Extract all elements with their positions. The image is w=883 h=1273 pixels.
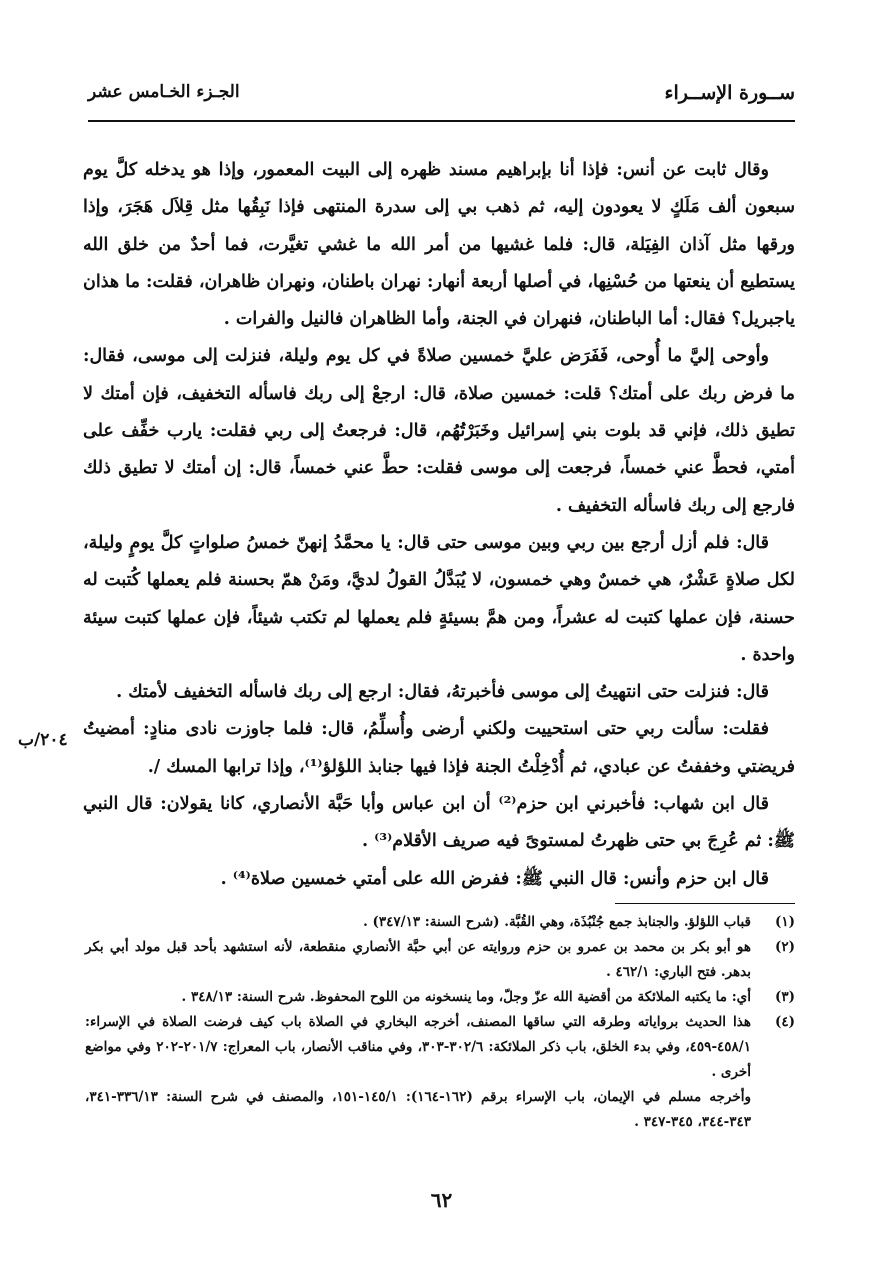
footnote-number	[751, 1085, 795, 1135]
page-header	[88, 70, 795, 120]
header-rule	[88, 120, 795, 122]
footnote-number: (٣)	[774, 989, 795, 1005]
footnote-4-continued	[85, 1085, 795, 1135]
footnote-text: هذا الحديث برواياته وطرقه التي ساقها المصنف، أخرجه البخاري في الصلاة باب كيف فرضت الصلاة في الإسراء: ٤٥٨/١-٤٥٩، وفي بدء الخلق، باب ذكر الملائكة: ٣٠٢/٦-٣٠٣، وفي مناقب الأنصار، باب المعراج: ٢٠١/٧-٢٠٢ وفي مواضع أخرى .	[85, 1014, 751, 1080]
paragraph-3: قال: فلم أزل أرجع بين ربي وبين موسى حتى قال: يا محمَّدُ إنهنّ خمسُ صلواتٍ كلَّ يومٍ وليلة، لكل صلاةٍ عَشْرٌ، هي خمسٌ وهي خمسون، لا يُبَدَّلُ القولُ لديَّ، ومَنْ همّ بحسنة فلم يعملها كُتبت له حسنة، فإن عملها كتبت له عشراً، ومن همَّ بسيئةٍ فلم يعملها لم تكتب شيئاً، فإن عملها كتبت سيئة واحدة .	[83, 532, 795, 665]
manuscript-folio-note: ٢٠٤/ب	[18, 730, 68, 750]
paragraph-1: وقال ثابت عن أنس: فإذا أنا بإبراهيم مسند ظهره إلى البيت المعمور، وإذا هو يدخله كلَّ يوم سبعون ألف مَلَكٍ لا يعودون إليه، ثم ذهب بي إلى سدرة المنتهى فإذا نَبِقُها مثل قِلاَل هَجَرَ، وإذا ورقها مثل آذان الفِيَلة، قال: فلما غشيها من أمر الله ما غشي تغيَّرت، فما أحدٌ من خلق الله يستطيع أن ينعتها من حُسْنِها، في أصلها أربعة أنهار: نهران باطنان، ونهران ظاهران، فقلت: ما هذان ياجبريل؟ فقال: أما الباطنان، فنهران في الجنة، وأما الظاهران فالنيل والفرات .	[83, 160, 795, 330]
paragraph-6: قال ابن شهاب: فأخبرني ابن حزم⁽²⁾ أن ابن عباس وأبا حَبَّة الأنصاري، كانا يقولان: قال النبي ﷺ: ثم عُرِجَ بي حتى ظهرتُ لمستوىً فيه صريف الأقلام⁽³⁾ .	[83, 794, 795, 852]
paragraph-7: قال ابن حزم وأنس: قال النبي ﷺ: ففرض الله على أمتي خمسين صلاة⁽⁴⁾ .	[220, 868, 769, 889]
paragraph-4: قال: فنزلت حتى انتهيتُ إلى موسى فأخبرتهُ، فقال: ارجع إلى ربك فاسأله التخفيف لأمتك .	[116, 682, 769, 703]
footnote-1	[85, 910, 795, 935]
footnote-rule	[615, 903, 795, 904]
footnote-text: قباب اللؤلؤ. والجنابذ جمع جُنْبُذَة، وهي القُبَّة. (شرح السنة: ٣٤٧/١٣) .	[363, 914, 751, 930]
paragraph-5: فقلت: سألت ربي حتى استحييت ولكني أرضى وأُسلِّمُ، قال: فلما جاوزت نادى منادٍ: أمضيتُ فريضتي وخففتُ عن عبادي، ثم أُدْخِلْتُ الجنة فإذا فيها جنابذ اللؤلؤ⁽¹⁾، وإذا ترابها المسك /.	[83, 719, 795, 777]
surah-title: ســورة الإســراء	[664, 82, 795, 104]
footnotes	[85, 910, 795, 1135]
page-number: ٦٢	[430, 1188, 453, 1212]
footnote-text: وأخرجه مسلم في الإيمان، باب الإسراء برقم (١٦٢-١٦٤): ١٤٥/١-١٥١، والمصنف في شرح السنة: ٣٣٦/١٣-٣٤١، ٣٤٣-٣٤٤، ٣٤٥-٣٤٧ .	[85, 1089, 751, 1130]
body-text	[83, 152, 795, 898]
footnote-number: (١)	[774, 914, 795, 930]
paragraph-2: وأوحى إليَّ ما أُوحى، فَفَرَض عليَّ خمسين صلاةً في كل يوم وليلة، فنزلت إلى موسى، فقال: ما فرض ربك على أمتك؟ قلت: خمسين صلاة، قال: ارجعْ إلى ربك فاسأله التخفيف، فإن أمتك لا تطيق ذلك، فإني قد بلوت بني إسرائيل وخَبَرْتُهُم، قال: فرجعتُ إلى ربي فقلت: يارب خفِّف على أمتي، فحطَّ عني خمساً، فرجعت إلى موسى فقلت: حطَّ عني خمساً، قال: إن أمتك لا تطيق ذلك فارجع إلى ربك فاسأله التخفيف .	[83, 346, 795, 516]
footnote-text: هو أبو بكر بن محمد بن عمرو بن حزم وروايته عن أبي حبَّة الأنصاري منقطعة، لأنه استشهد بأحد قبل مولد أبي بكر بدهر. فتح الباري: ٤٦٢/١ .	[85, 939, 751, 980]
footnote-2	[85, 935, 795, 985]
footnote-number: (٢)	[774, 939, 795, 955]
part-title: الجـزء الخـامس عشر	[88, 82, 240, 102]
footnote-3	[85, 985, 795, 1010]
footnote-number: (٤)	[774, 1014, 795, 1030]
footnote-text: أي: ما يكتبه الملائكة من أقضية الله عزّ وجلّ، وما ينسخونه من اللوح المحفوظ. شرح السنة: ٣٤٨/١٣ .	[181, 989, 751, 1005]
footnote-4	[85, 1010, 795, 1085]
